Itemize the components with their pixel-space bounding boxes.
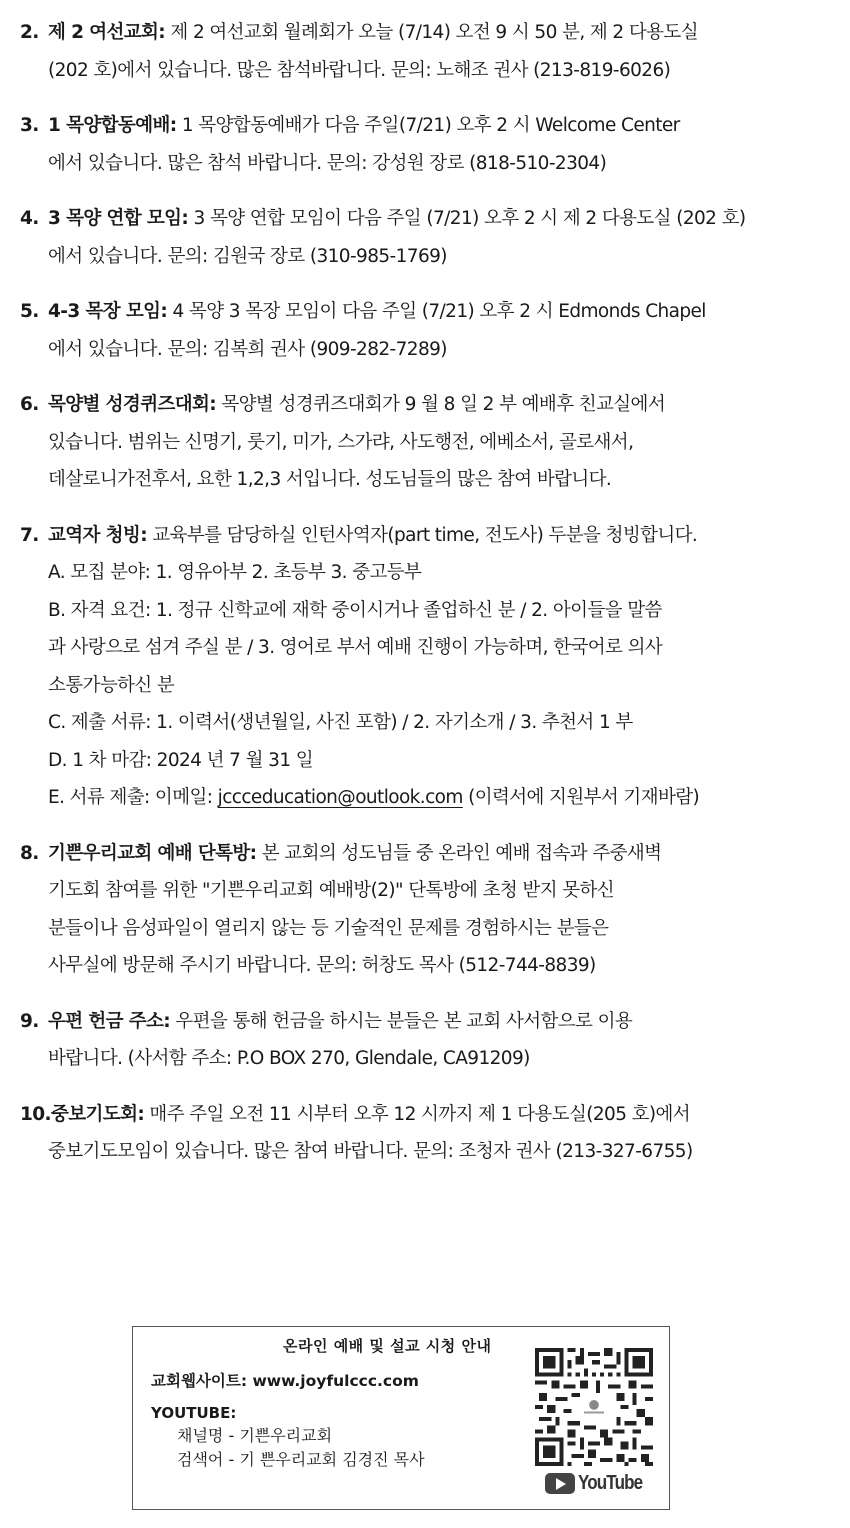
announcement-item — [20, 517, 820, 817]
item-text: 우편을 통해 헌금을 하시는 분들은 본 교회 사서함으로 이용 — [170, 1010, 633, 1032]
item-number: 3. — [20, 115, 39, 136]
item-subline: 과 사랑으로 섬겨 주실 분 / 3. 영어로 부서 예배 진행이 가능하며, 한국어로 의사 — [48, 637, 663, 658]
item-text: 에서 있습니다. 많은 참석 바랍니다. 문의: 강성원 장로 (818-510-2304) — [48, 152, 607, 174]
item-text: 기도회 참여를 위한 "기쁜우리교회 예배방(2)" 단톡방에 초청 받지 못하신 — [48, 880, 615, 901]
announcement-item — [20, 386, 820, 499]
announcement-item — [20, 835, 820, 985]
item-text: 4 목양 3 목장 모임이 다음 주일 (7/21) 오후 2 시 Edmonds Chapel — [167, 301, 706, 322]
item-text: (202 호)에서 있습니다. 많은 참석바랍니다. 문의: 노해조 권사 (213-819-6026) — [48, 59, 671, 81]
item-label: 기쁜우리교회 예배 단톡방: — [48, 842, 257, 864]
item-text: 분들이나 음성파일이 열리지 않는 등 기술적인 문제를 경험하시는 분들은 — [48, 917, 609, 939]
item-text: 에서 있습니다. 문의: 김원국 장로 (310-985-1769) — [48, 245, 447, 267]
item-text: 중보기도모임이 있습니다. 많은 참여 바랍니다. 문의: 조청자 권사 (213-327-6755) — [48, 1141, 693, 1162]
item-label: 우편 헌금 주소: — [48, 1010, 171, 1032]
announcement-item — [20, 14, 820, 89]
item-number: 10. — [20, 1103, 51, 1125]
item-label: 제 2 여선교회: — [48, 22, 166, 43]
item-number: 5. — [20, 301, 39, 322]
item-text: 목양별 성경퀴즈대회가 9 월 8 일 2 부 예배후 친교실에서 — [216, 394, 666, 415]
item-number: 9. — [20, 1010, 39, 1032]
youtube-logo[interactable] — [545, 1472, 654, 1495]
youtube-search-keyword: 검색어 - 기 쁜우리교회 김경진 목사 — [177, 1450, 425, 1469]
announcement-item — [20, 107, 820, 182]
item-text: 3 목양 연합 모임이 다음 주일 (7/21) 오후 2 시 제 2 다용도실 (202 호) — [188, 208, 746, 229]
item-text: 매주 주일 오전 11 시부터 오후 12 시까지 제 1 다용도실(205 호)에서 — [144, 1103, 691, 1125]
submission-line: E. 서류 제출: 이메일: jccceducation@outlook.com (이력서에 지원부서 기재바람) — [48, 787, 700, 808]
youtube-logo-text: YouTube — [578, 1472, 643, 1494]
item-text: 있습니다. 범위는 신명기, 룻기, 미가, 스가랴, 사도행전, 에베소서, 골로새서, — [48, 431, 634, 453]
youtube-play-icon — [545, 1473, 575, 1494]
item-subline: B. 자격 요건: 1. 정규 신학교에 재학 중이시거나 졸업하신 분 / 2. 아이들을 말씀 — [48, 599, 662, 621]
item-text: 제 2 여선교회 월례회가 오늘 (7/14) 오전 9 시 50 분, 제 2 다용도실 — [165, 22, 698, 43]
item-label: 중보기도회: — [50, 1103, 145, 1125]
item-number: 2. — [20, 22, 39, 43]
item-subline: C. 제출 서류: 1. 이력서(생년월일, 사진 포함) / 2. 자기소개 / 3. 추천서 1 부 — [48, 712, 633, 733]
item-subline: A. 모집 분야: 1. 영유아부 2. 초등부 3. 중고등부 — [48, 562, 422, 583]
announcement-item — [20, 200, 820, 275]
item-subline: 소통가능하신 분 — [48, 674, 175, 696]
online-worship-info-box — [132, 1326, 670, 1510]
item-text: 본 교회의 성도님들 중 온라인 예배 접속과 주중새벽 — [256, 842, 662, 864]
announcement-list — [20, 14, 820, 1189]
item-label: 교역자 청빙: — [48, 524, 147, 546]
youtube-label: YOUTUBE: — [151, 1404, 237, 1422]
item-number: 4. — [20, 208, 39, 229]
announcement-item — [20, 293, 820, 368]
announcement-item — [20, 1096, 820, 1171]
item-number: 6. — [20, 394, 39, 415]
qr-code-icon[interactable] — [535, 1348, 653, 1466]
item-text: 사무실에 방문해 주시기 바랍니다. 문의: 허창도 목사 (512-744-8839) — [48, 955, 596, 976]
item-label: 목양별 성경퀴즈대회: — [48, 394, 217, 415]
item-label: 4-3 목장 모임: — [48, 301, 168, 322]
website-line: 교회웹사이트: www.joyfulccc.com — [151, 1372, 419, 1390]
info-box-title: 온라인 예배 및 설교 시청 안내 — [283, 1337, 492, 1355]
item-subline: D. 1 차 마감: 2024 년 7 월 31 일 — [48, 749, 314, 771]
item-label: 1 목양합동예배: — [48, 115, 177, 136]
youtube-channel-name: 채널명 - 기쁜우리교회 — [177, 1426, 333, 1445]
item-text: 교육부를 담당하실 인턴사역자(part time, 전도사) 두분을 청빙합니다. — [147, 524, 698, 546]
item-number: 7. — [20, 524, 39, 546]
item-number: 8. — [20, 842, 39, 864]
item-text: 바랍니다. (사서함 주소: P.O BOX 270, Glendale, CA91209) — [48, 1048, 530, 1069]
item-text: 데살로니가전후서, 요한 1,2,3 서입니다. 성도님들의 많은 참여 바랍니다. — [48, 469, 612, 490]
item-label: 3 목양 연합 모임: — [48, 208, 189, 229]
announcement-item — [20, 1003, 820, 1078]
item-text: 1 목양합동예배가 다음 주일(7/21) 오후 2 시 Welcome Center — [176, 115, 680, 136]
item-text: 에서 있습니다. 문의: 김복희 권사 (909-282-7289) — [48, 338, 447, 360]
website-link[interactable]: www.joyfulccc.com — [252, 1372, 419, 1390]
email-link[interactable]: jccceducation@outlook.com — [217, 787, 463, 808]
